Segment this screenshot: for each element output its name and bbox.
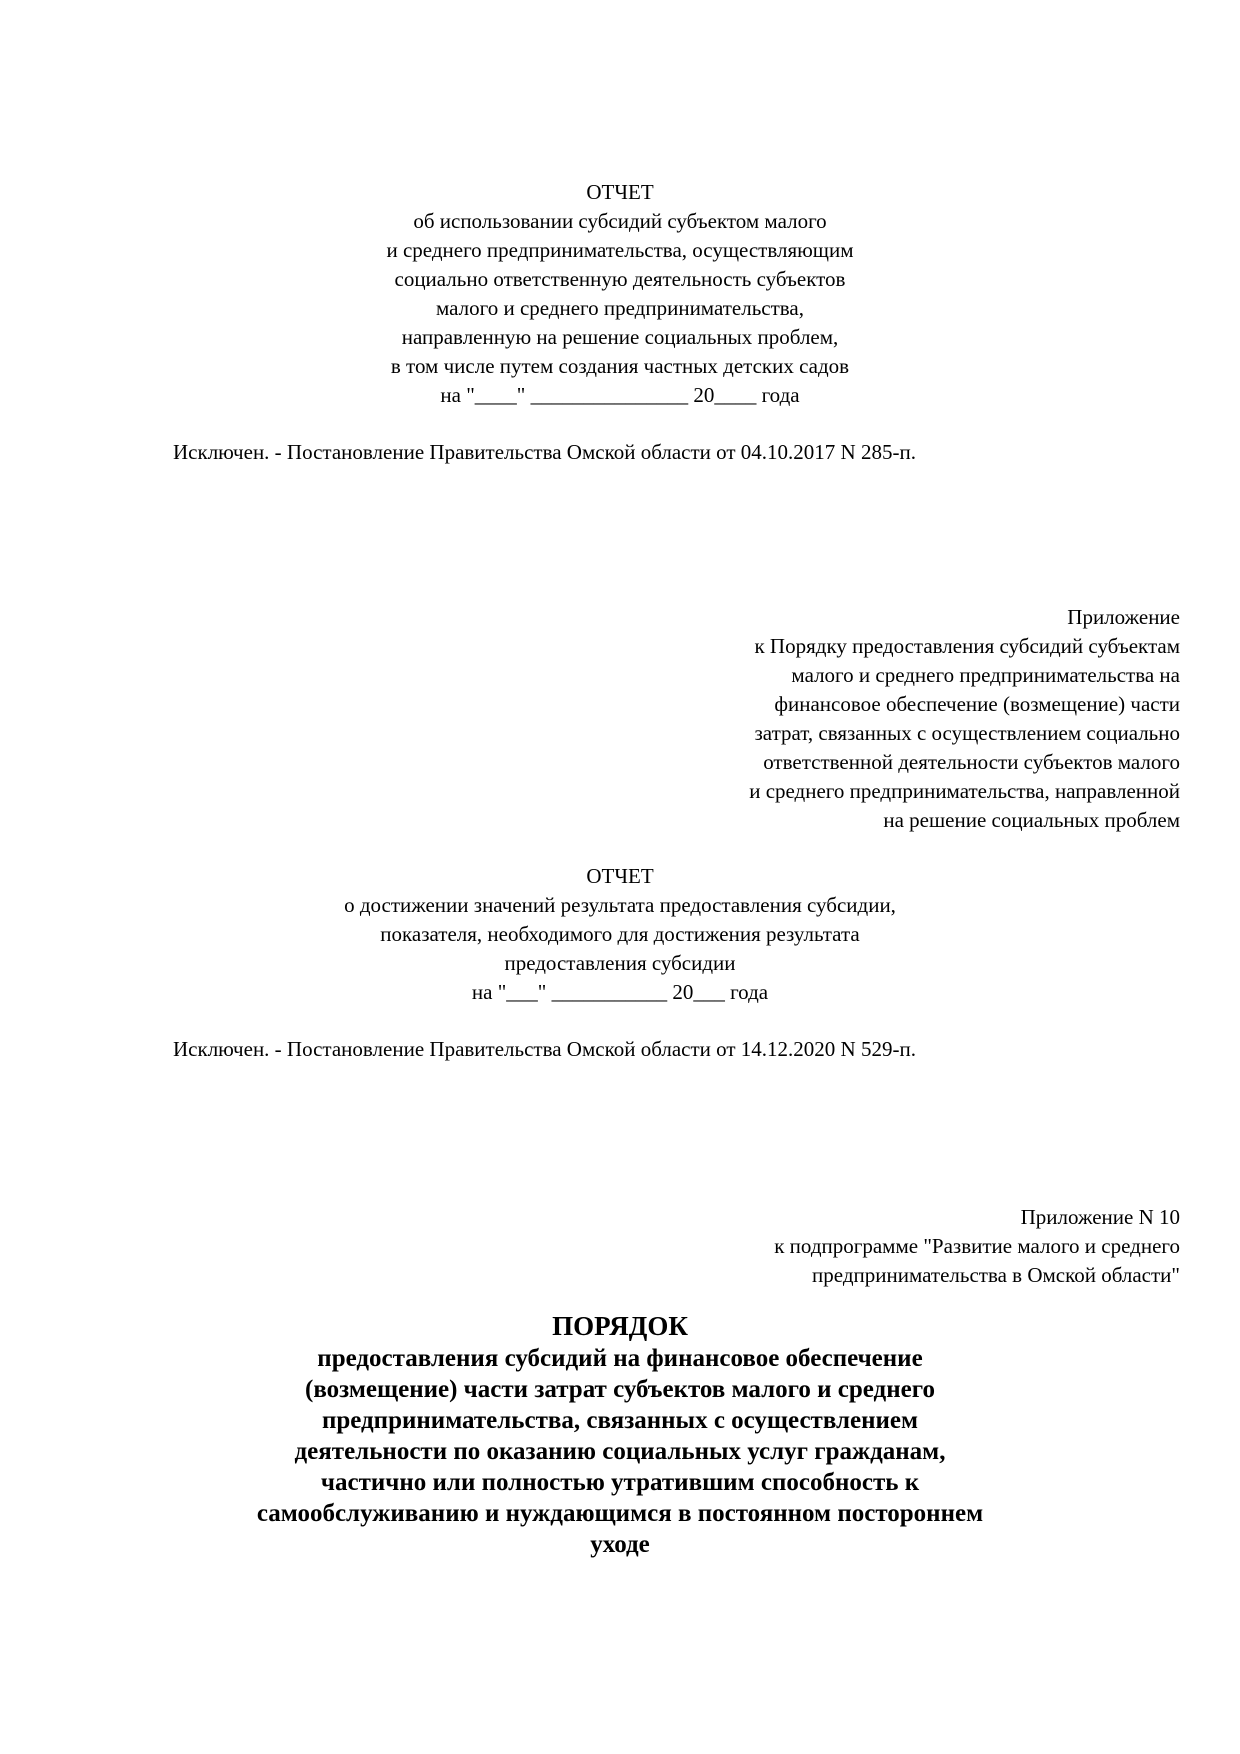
report-1-line: направленную на решение социальных проблем,: [401, 325, 839, 349]
appendix-1-line: к Порядку предоставления субсидий субъектам: [754, 634, 1180, 658]
appendix-1-line: малого и среднего предпринимательства на: [791, 663, 1180, 687]
procedure-line: уходе: [590, 1531, 650, 1558]
report-1-heading: [240, 178, 1000, 410]
report-1-line: социально ответственную деятельность субъектов: [394, 267, 846, 291]
appendix-2: [560, 1203, 1180, 1290]
excluded-note-1-text: Исключен. - Постановление Правительства Омской области от 04.10.2017 N 285-п.: [173, 440, 916, 464]
appendix-2-title: Приложение N 10: [1020, 1205, 1180, 1229]
excluded-note-2: [173, 1035, 1173, 1064]
report-2-line: о достижении значений результата предоставления субсидии,: [344, 893, 896, 917]
appendix-1-line: финансовое обеспечение (возмещение) части: [774, 692, 1180, 716]
procedure-line: самообслуживанию и нуждающимся в постоянном постороннем: [256, 1500, 984, 1527]
procedure-line: предоставления субсидий на финансовое обеспечение: [317, 1345, 923, 1372]
report-1-line: об использовании субсидий субъектом малого: [413, 209, 827, 233]
report-2-title: ОТЧЕТ: [586, 864, 654, 888]
appendix-1-line: ответственной деятельности субъектов малого: [763, 750, 1180, 774]
procedure-line: (возмещение) части затрат субъектов малого и среднего: [305, 1376, 935, 1403]
report-1-title: ОТЧЕТ: [586, 180, 654, 204]
report-1-date-line: на "____" _______________ 20____ года: [440, 383, 800, 407]
report-1-line: малого и среднего предпринимательства,: [435, 296, 804, 320]
report-2-heading: [240, 862, 1000, 1007]
procedure-line: предпринимательства, связанных с осуществлением: [321, 1407, 919, 1434]
appendix-2-line: предпринимательства в Омской области": [812, 1263, 1180, 1287]
procedure-line: деятельности по оказанию социальных услуг гражданам,: [294, 1438, 946, 1465]
procedure-title: ПОРЯДОК: [552, 1311, 688, 1341]
report-2-line: показателя, необходимого для достижения результата: [380, 922, 860, 946]
appendix-1: [560, 603, 1180, 835]
procedure-line: частично или полностью утратившим способность к: [320, 1469, 920, 1496]
appendix-2-line: к подпрограмме "Развитие малого и среднего: [774, 1234, 1180, 1258]
report-1-line: в том числе путем создания частных детских садов: [390, 354, 850, 378]
excluded-note-1: [173, 438, 1173, 467]
appendix-1-line: на решение социальных проблем: [883, 808, 1180, 832]
excluded-note-2-text: Исключен. - Постановление Правительства Омской области от 14.12.2020 N 529-п.: [173, 1037, 916, 1061]
report-2-date-line: на "___" ___________ 20___ года: [471, 980, 769, 1004]
appendix-1-line: и среднего предпринимательства, направленной: [749, 779, 1180, 803]
appendix-1-title: Приложение: [1067, 605, 1180, 629]
appendix-1-line: затрат, связанных с осуществлением социально: [754, 721, 1180, 745]
report-2-line: предоставления субсидии: [504, 951, 736, 975]
report-1-line: и среднего предпринимательства, осуществляющим: [386, 238, 854, 262]
procedure-heading: [200, 1310, 1040, 1560]
